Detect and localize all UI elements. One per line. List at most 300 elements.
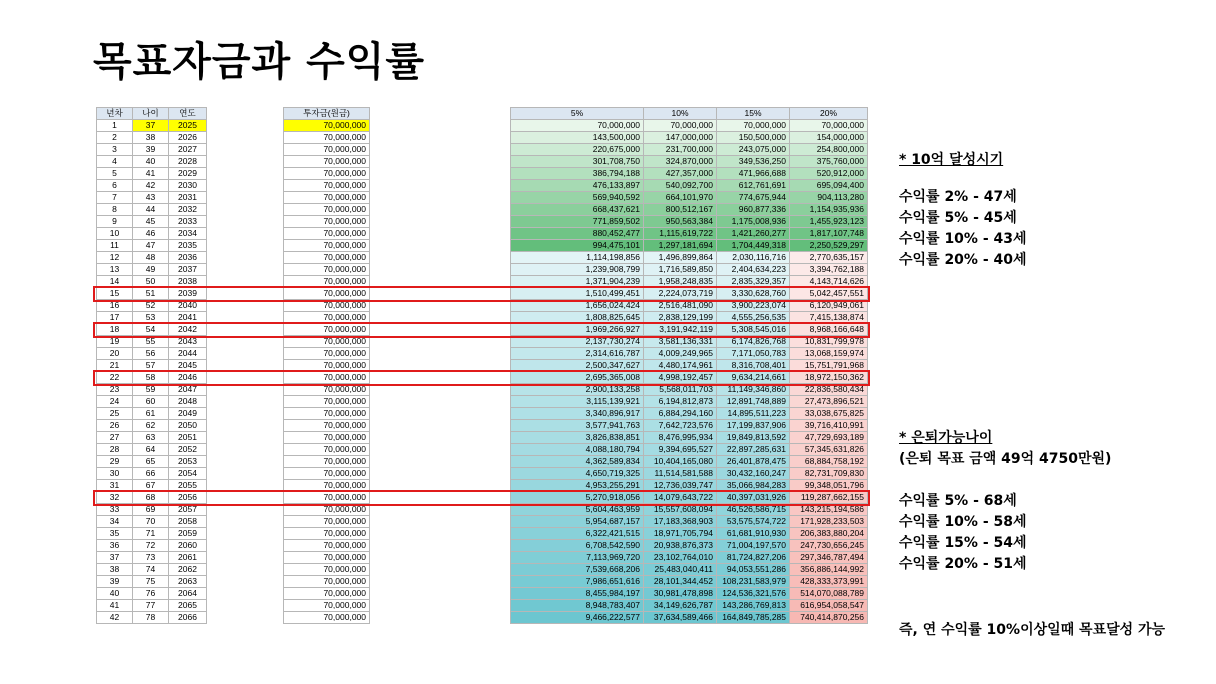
- table-cell: 324,870,000: [644, 156, 717, 168]
- table-cell: 61: [133, 408, 169, 420]
- table-cell: 17: [97, 312, 133, 324]
- table-row: [284, 384, 370, 396]
- table-row: [97, 276, 207, 288]
- table-row: [284, 420, 370, 432]
- table-cell: 37,634,589,466: [644, 612, 717, 624]
- table-cell: 14: [97, 276, 133, 288]
- table-cell: 14,079,643,722: [644, 492, 717, 504]
- principal-cell: 70,000,000: [284, 360, 370, 372]
- column-header: 연도: [169, 108, 207, 120]
- table-cell: 27,473,896,521: [790, 396, 868, 408]
- table-row: [284, 456, 370, 468]
- table-cell: 3,581,136,331: [644, 336, 717, 348]
- table-cell: 2,500,347,627: [511, 360, 644, 372]
- principal-cell: 70,000,000: [284, 144, 370, 156]
- table-cell: 3,330,628,760: [717, 288, 790, 300]
- table-cell: 2033: [169, 216, 207, 228]
- table-row: [511, 396, 868, 408]
- retire-heading: * 은퇴가능나이: [899, 430, 993, 446]
- table-cell: 39: [133, 144, 169, 156]
- table-row: [511, 144, 868, 156]
- table-cell: 1,114,198,856: [511, 252, 644, 264]
- table-row: [511, 408, 868, 420]
- table-cell: 1,371,904,239: [511, 276, 644, 288]
- table-cell: 62: [133, 420, 169, 432]
- table-row: [97, 192, 207, 204]
- principal-cell: 70,000,000: [284, 120, 370, 132]
- table-cell: 540,092,700: [644, 180, 717, 192]
- table-cell: 108,231,583,979: [717, 576, 790, 588]
- table-cell: 19,849,813,592: [717, 432, 790, 444]
- table-cell: 2062: [169, 564, 207, 576]
- table-row: [97, 564, 207, 576]
- table-cell: 9: [97, 216, 133, 228]
- table-row: [511, 540, 868, 552]
- table-cell: 1,154,935,936: [790, 204, 868, 216]
- table-row: [97, 600, 207, 612]
- table-cell: 1,656,024,424: [511, 300, 644, 312]
- table-cell: 11,149,346,860: [717, 384, 790, 396]
- table-cell: 9,634,214,661: [717, 372, 790, 384]
- table-row: [511, 444, 868, 456]
- table-row: [284, 144, 370, 156]
- table-row: [97, 576, 207, 588]
- table-cell: 28: [97, 444, 133, 456]
- table-cell: 2044: [169, 348, 207, 360]
- table-cell: 612,761,691: [717, 180, 790, 192]
- table-cell: 1,239,908,799: [511, 264, 644, 276]
- table-cell: 2066: [169, 612, 207, 624]
- table-row: [97, 288, 207, 300]
- table-cell: 8: [97, 204, 133, 216]
- table-row: [511, 216, 868, 228]
- table-row: [97, 444, 207, 456]
- retire-subtitle: (은퇴 목표 금액 49억 4750만원): [899, 451, 1112, 467]
- column-header: 년차: [97, 108, 133, 120]
- table-cell: 18,972,150,362: [790, 372, 868, 384]
- table-cell: 18: [97, 324, 133, 336]
- goal-line: 수익률 5% - 45세: [899, 210, 1017, 226]
- table-cell: 82,731,709,830: [790, 468, 868, 480]
- table-cell: 164,849,785,285: [717, 612, 790, 624]
- goal-line: 수익률 2% - 47세: [899, 189, 1017, 205]
- table-row: [511, 204, 868, 216]
- table-cell: 41: [97, 600, 133, 612]
- table-cell: 20,938,876,373: [644, 540, 717, 552]
- table-cell: 740,414,870,256: [790, 612, 868, 624]
- table-cell: 70,000,000: [511, 120, 644, 132]
- table-row: [511, 240, 868, 252]
- table-cell: 9,466,222,577: [511, 612, 644, 624]
- table-cell: 2: [97, 132, 133, 144]
- principal-cell: 70,000,000: [284, 612, 370, 624]
- principal-cell: 70,000,000: [284, 168, 370, 180]
- principal-cell: 70,000,000: [284, 420, 370, 432]
- table-row: [97, 456, 207, 468]
- table-row: [97, 384, 207, 396]
- table-cell: 61,681,910,930: [717, 528, 790, 540]
- goal-line: 수익률 20% - 40세: [899, 252, 1027, 268]
- table-cell: 71: [133, 528, 169, 540]
- table-cell: 8,316,708,401: [717, 360, 790, 372]
- table-cell: 2046: [169, 372, 207, 384]
- table-cell: 2027: [169, 144, 207, 156]
- table-cell: 8,476,995,934: [644, 432, 717, 444]
- table-row: [511, 180, 868, 192]
- table-cell: 35,066,984,283: [717, 480, 790, 492]
- table-cell: 171,928,233,503: [790, 516, 868, 528]
- table-row: [284, 360, 370, 372]
- table-row: [511, 456, 868, 468]
- table-row: [284, 216, 370, 228]
- table-cell: 78: [133, 612, 169, 624]
- table-cell: 5,954,687,157: [511, 516, 644, 528]
- principal-cell: 70,000,000: [284, 444, 370, 456]
- principal-cell: 70,000,000: [284, 132, 370, 144]
- table-cell: 77: [133, 600, 169, 612]
- table-cell: 1,297,181,694: [644, 240, 717, 252]
- table-row: [97, 516, 207, 528]
- table-cell: 81,724,827,206: [717, 552, 790, 564]
- table-cell: 5,042,457,551: [790, 288, 868, 300]
- table-cell: 68,884,758,192: [790, 456, 868, 468]
- table-cell: 1,704,449,318: [717, 240, 790, 252]
- table-cell: 57: [133, 360, 169, 372]
- table-cell: 5: [97, 168, 133, 180]
- table-cell: 471,966,688: [717, 168, 790, 180]
- principal-cell: 70,000,000: [284, 384, 370, 396]
- table-cell: 38: [133, 132, 169, 144]
- principal-cell: 70,000,000: [284, 216, 370, 228]
- table-cell: 55: [133, 336, 169, 348]
- table-cell: 36: [97, 540, 133, 552]
- table-row: [511, 480, 868, 492]
- table-cell: 10,831,799,978: [790, 336, 868, 348]
- table-cell: 1,421,260,277: [717, 228, 790, 240]
- principal-cell: 70,000,000: [284, 300, 370, 312]
- table-cell: 2030: [169, 180, 207, 192]
- table-row: [284, 180, 370, 192]
- table-cell: 206,383,880,204: [790, 528, 868, 540]
- table-cell: 40: [133, 156, 169, 168]
- table-cell: 2038: [169, 276, 207, 288]
- table-row: [97, 120, 207, 132]
- table-cell: 616,954,058,547: [790, 600, 868, 612]
- table-cell: 143,215,194,586: [790, 504, 868, 516]
- table-row: [511, 276, 868, 288]
- table-row: [284, 600, 370, 612]
- table-cell: 11,514,581,588: [644, 468, 717, 480]
- table-row: [97, 132, 207, 144]
- table-row: [284, 432, 370, 444]
- table-row: [511, 300, 868, 312]
- table-cell: 2064: [169, 588, 207, 600]
- table-row: [284, 480, 370, 492]
- principal-cell: 70,000,000: [284, 324, 370, 336]
- table-cell: 1,969,266,927: [511, 324, 644, 336]
- principal-cell: 70,000,000: [284, 540, 370, 552]
- table-cell: 37: [133, 120, 169, 132]
- table-cell: 25: [97, 408, 133, 420]
- table-cell: 6,174,826,768: [717, 336, 790, 348]
- table-cell: 1,115,619,722: [644, 228, 717, 240]
- table-cell: 60: [133, 396, 169, 408]
- table-cell: 1,455,923,123: [790, 216, 868, 228]
- table-cell: 4,555,256,535: [717, 312, 790, 324]
- table-row: [97, 252, 207, 264]
- table-cell: 6,708,542,590: [511, 540, 644, 552]
- table-cell: 4,650,719,325: [511, 468, 644, 480]
- table-row: [284, 288, 370, 300]
- principal-cell: 70,000,000: [284, 348, 370, 360]
- principal-cell: 70,000,000: [284, 480, 370, 492]
- table-cell: 2051: [169, 432, 207, 444]
- table-row: [511, 168, 868, 180]
- table-cell: 6,194,812,873: [644, 396, 717, 408]
- table-cell: 254,800,000: [790, 144, 868, 156]
- table-cell: 4,953,255,291: [511, 480, 644, 492]
- principal-cell: 70,000,000: [284, 312, 370, 324]
- goal-notes: [899, 150, 1027, 271]
- table-row: [97, 552, 207, 564]
- table-cell: 2052: [169, 444, 207, 456]
- table-cell: 960,877,336: [717, 204, 790, 216]
- goal-heading: * 10억 달성시기: [899, 152, 1004, 168]
- table-cell: 40,397,031,926: [717, 492, 790, 504]
- table-cell: 7,539,668,206: [511, 564, 644, 576]
- table-cell: 19: [97, 336, 133, 348]
- table-cell: 569,940,592: [511, 192, 644, 204]
- principal-cell: 70,000,000: [284, 252, 370, 264]
- table-cell: 10: [97, 228, 133, 240]
- table-row: [97, 156, 207, 168]
- table-cell: 2043: [169, 336, 207, 348]
- table-cell: 2,137,730,274: [511, 336, 644, 348]
- table-cell: 2,900,133,258: [511, 384, 644, 396]
- table-row: [97, 612, 207, 624]
- table-cell: 6,884,294,160: [644, 408, 717, 420]
- year-age-table: [96, 107, 207, 624]
- table-row: [511, 156, 868, 168]
- table-cell: 8,968,166,648: [790, 324, 868, 336]
- principal-cell: 70,000,000: [284, 396, 370, 408]
- table-row: [97, 144, 207, 156]
- table-cell: 57,345,631,826: [790, 444, 868, 456]
- table-cell: 2055: [169, 480, 207, 492]
- table-cell: 59: [133, 384, 169, 396]
- table-row: [97, 336, 207, 348]
- table-cell: 2060: [169, 540, 207, 552]
- table-cell: 24: [97, 396, 133, 408]
- table-cell: 8,948,783,407: [511, 600, 644, 612]
- table-cell: 2047: [169, 384, 207, 396]
- table-row: [97, 420, 207, 432]
- table-cell: 58: [133, 372, 169, 384]
- table-row: [284, 276, 370, 288]
- table-cell: 53,575,574,722: [717, 516, 790, 528]
- table-cell: 2061: [169, 552, 207, 564]
- table-row: [284, 156, 370, 168]
- table-cell: 2063: [169, 576, 207, 588]
- table-cell: 143,286,769,813: [717, 600, 790, 612]
- table-cell: 119,287,662,155: [790, 492, 868, 504]
- table-cell: 231,700,000: [644, 144, 717, 156]
- table-row: [97, 240, 207, 252]
- table-cell: 17,199,837,906: [717, 420, 790, 432]
- principal-cell: 70,000,000: [284, 288, 370, 300]
- table-cell: 12,891,748,889: [717, 396, 790, 408]
- table-cell: 32: [97, 492, 133, 504]
- table-cell: 476,133,897: [511, 180, 644, 192]
- principal-cell: 70,000,000: [284, 492, 370, 504]
- principal-cell: 70,000,000: [284, 456, 370, 468]
- table-cell: 43: [133, 192, 169, 204]
- table-cell: 2026: [169, 132, 207, 144]
- table-cell: 520,912,000: [790, 168, 868, 180]
- principal-cell: 70,000,000: [284, 336, 370, 348]
- table-cell: 2,224,073,719: [644, 288, 717, 300]
- table-cell: 13: [97, 264, 133, 276]
- table-row: [284, 612, 370, 624]
- table-cell: 2048: [169, 396, 207, 408]
- table-cell: 33: [97, 504, 133, 516]
- table-row: [511, 552, 868, 564]
- table-row: [511, 384, 868, 396]
- principal-cell: 70,000,000: [284, 552, 370, 564]
- table-row: [284, 252, 370, 264]
- table-cell: 3,900,223,074: [717, 300, 790, 312]
- table-cell: 950,563,384: [644, 216, 717, 228]
- table-cell: 66: [133, 468, 169, 480]
- table-row: [284, 312, 370, 324]
- table-row: [97, 372, 207, 384]
- table-cell: 2065: [169, 600, 207, 612]
- table-cell: 904,113,280: [790, 192, 868, 204]
- table-row: [97, 396, 207, 408]
- table-row: [284, 372, 370, 384]
- table-row: [511, 348, 868, 360]
- table-cell: 64: [133, 444, 169, 456]
- table-row: [511, 372, 868, 384]
- table-cell: 39,716,410,991: [790, 420, 868, 432]
- table-cell: 30: [97, 468, 133, 480]
- table-row: [511, 504, 868, 516]
- table-cell: 72: [133, 540, 169, 552]
- table-row: [284, 528, 370, 540]
- table-cell: 349,536,250: [717, 156, 790, 168]
- table-cell: 2,835,329,357: [717, 276, 790, 288]
- table-row: [511, 312, 868, 324]
- table-cell: 26: [97, 420, 133, 432]
- table-cell: 386,794,188: [511, 168, 644, 180]
- table-cell: 31: [97, 480, 133, 492]
- column-header: 20%: [790, 108, 868, 120]
- table-cell: 37: [97, 552, 133, 564]
- table-row: [284, 120, 370, 132]
- table-row: [284, 324, 370, 336]
- principal-cell: 70,000,000: [284, 432, 370, 444]
- table-cell: 47: [133, 240, 169, 252]
- table-cell: 30,981,478,898: [644, 588, 717, 600]
- table-cell: 70: [133, 516, 169, 528]
- table-cell: 1,808,825,645: [511, 312, 644, 324]
- table-cell: 75: [133, 576, 169, 588]
- return-table: [510, 107, 868, 624]
- table-cell: 375,760,000: [790, 156, 868, 168]
- table-row: [97, 348, 207, 360]
- table-cell: 4,480,174,961: [644, 360, 717, 372]
- table-row: [97, 408, 207, 420]
- table-row: [284, 396, 370, 408]
- table-cell: 7,986,651,616: [511, 576, 644, 588]
- table-row: [511, 252, 868, 264]
- retire-line: 수익률 20% - 51세: [899, 556, 1027, 572]
- table-cell: 2025: [169, 120, 207, 132]
- table-cell: 70,000,000: [644, 120, 717, 132]
- table-cell: 23: [97, 384, 133, 396]
- table-cell: 4,998,192,457: [644, 372, 717, 384]
- principal-cell: 70,000,000: [284, 576, 370, 588]
- retire-notes: [899, 428, 1111, 575]
- table-cell: 428,333,373,991: [790, 576, 868, 588]
- table-row: [511, 468, 868, 480]
- table-row: [511, 612, 868, 624]
- table-row: [284, 552, 370, 564]
- table-cell: 23,102,764,010: [644, 552, 717, 564]
- table-cell: 22,836,580,434: [790, 384, 868, 396]
- table-row: [511, 516, 868, 528]
- table-cell: 44: [133, 204, 169, 216]
- table-row: [97, 492, 207, 504]
- principal-cell: 70,000,000: [284, 180, 370, 192]
- table-row: [511, 600, 868, 612]
- table-row: [284, 204, 370, 216]
- table-row: [511, 228, 868, 240]
- table-cell: 53: [133, 312, 169, 324]
- table-cell: 514,070,088,789: [790, 588, 868, 600]
- column-header: 5%: [511, 108, 644, 120]
- table-cell: 70,000,000: [717, 120, 790, 132]
- table-cell: 6,322,421,515: [511, 528, 644, 540]
- table-cell: 2,838,129,199: [644, 312, 717, 324]
- table-cell: 7: [97, 192, 133, 204]
- table-cell: 147,000,000: [644, 132, 717, 144]
- table-cell: 42: [133, 180, 169, 192]
- table-cell: 2,695,365,008: [511, 372, 644, 384]
- table-cell: 30,432,160,247: [717, 468, 790, 480]
- retire-line: 수익률 15% - 54세: [899, 535, 1027, 551]
- table-cell: 14,895,511,223: [717, 408, 790, 420]
- table-row: [97, 312, 207, 324]
- table-cell: 47,729,693,189: [790, 432, 868, 444]
- table-cell: 27: [97, 432, 133, 444]
- table-cell: 76: [133, 588, 169, 600]
- table-row: [97, 528, 207, 540]
- table-cell: 301,708,750: [511, 156, 644, 168]
- table-row: [97, 180, 207, 192]
- table-cell: 297,346,787,494: [790, 552, 868, 564]
- table-cell: 154,000,000: [790, 132, 868, 144]
- table-cell: 50: [133, 276, 169, 288]
- table-row: [284, 408, 370, 420]
- principal-cell: 70,000,000: [284, 516, 370, 528]
- table-row: [511, 528, 868, 540]
- table-cell: 2,770,635,157: [790, 252, 868, 264]
- table-row: [511, 336, 868, 348]
- table-cell: 2037: [169, 264, 207, 276]
- table-cell: 67: [133, 480, 169, 492]
- table-cell: 247,730,656,245: [790, 540, 868, 552]
